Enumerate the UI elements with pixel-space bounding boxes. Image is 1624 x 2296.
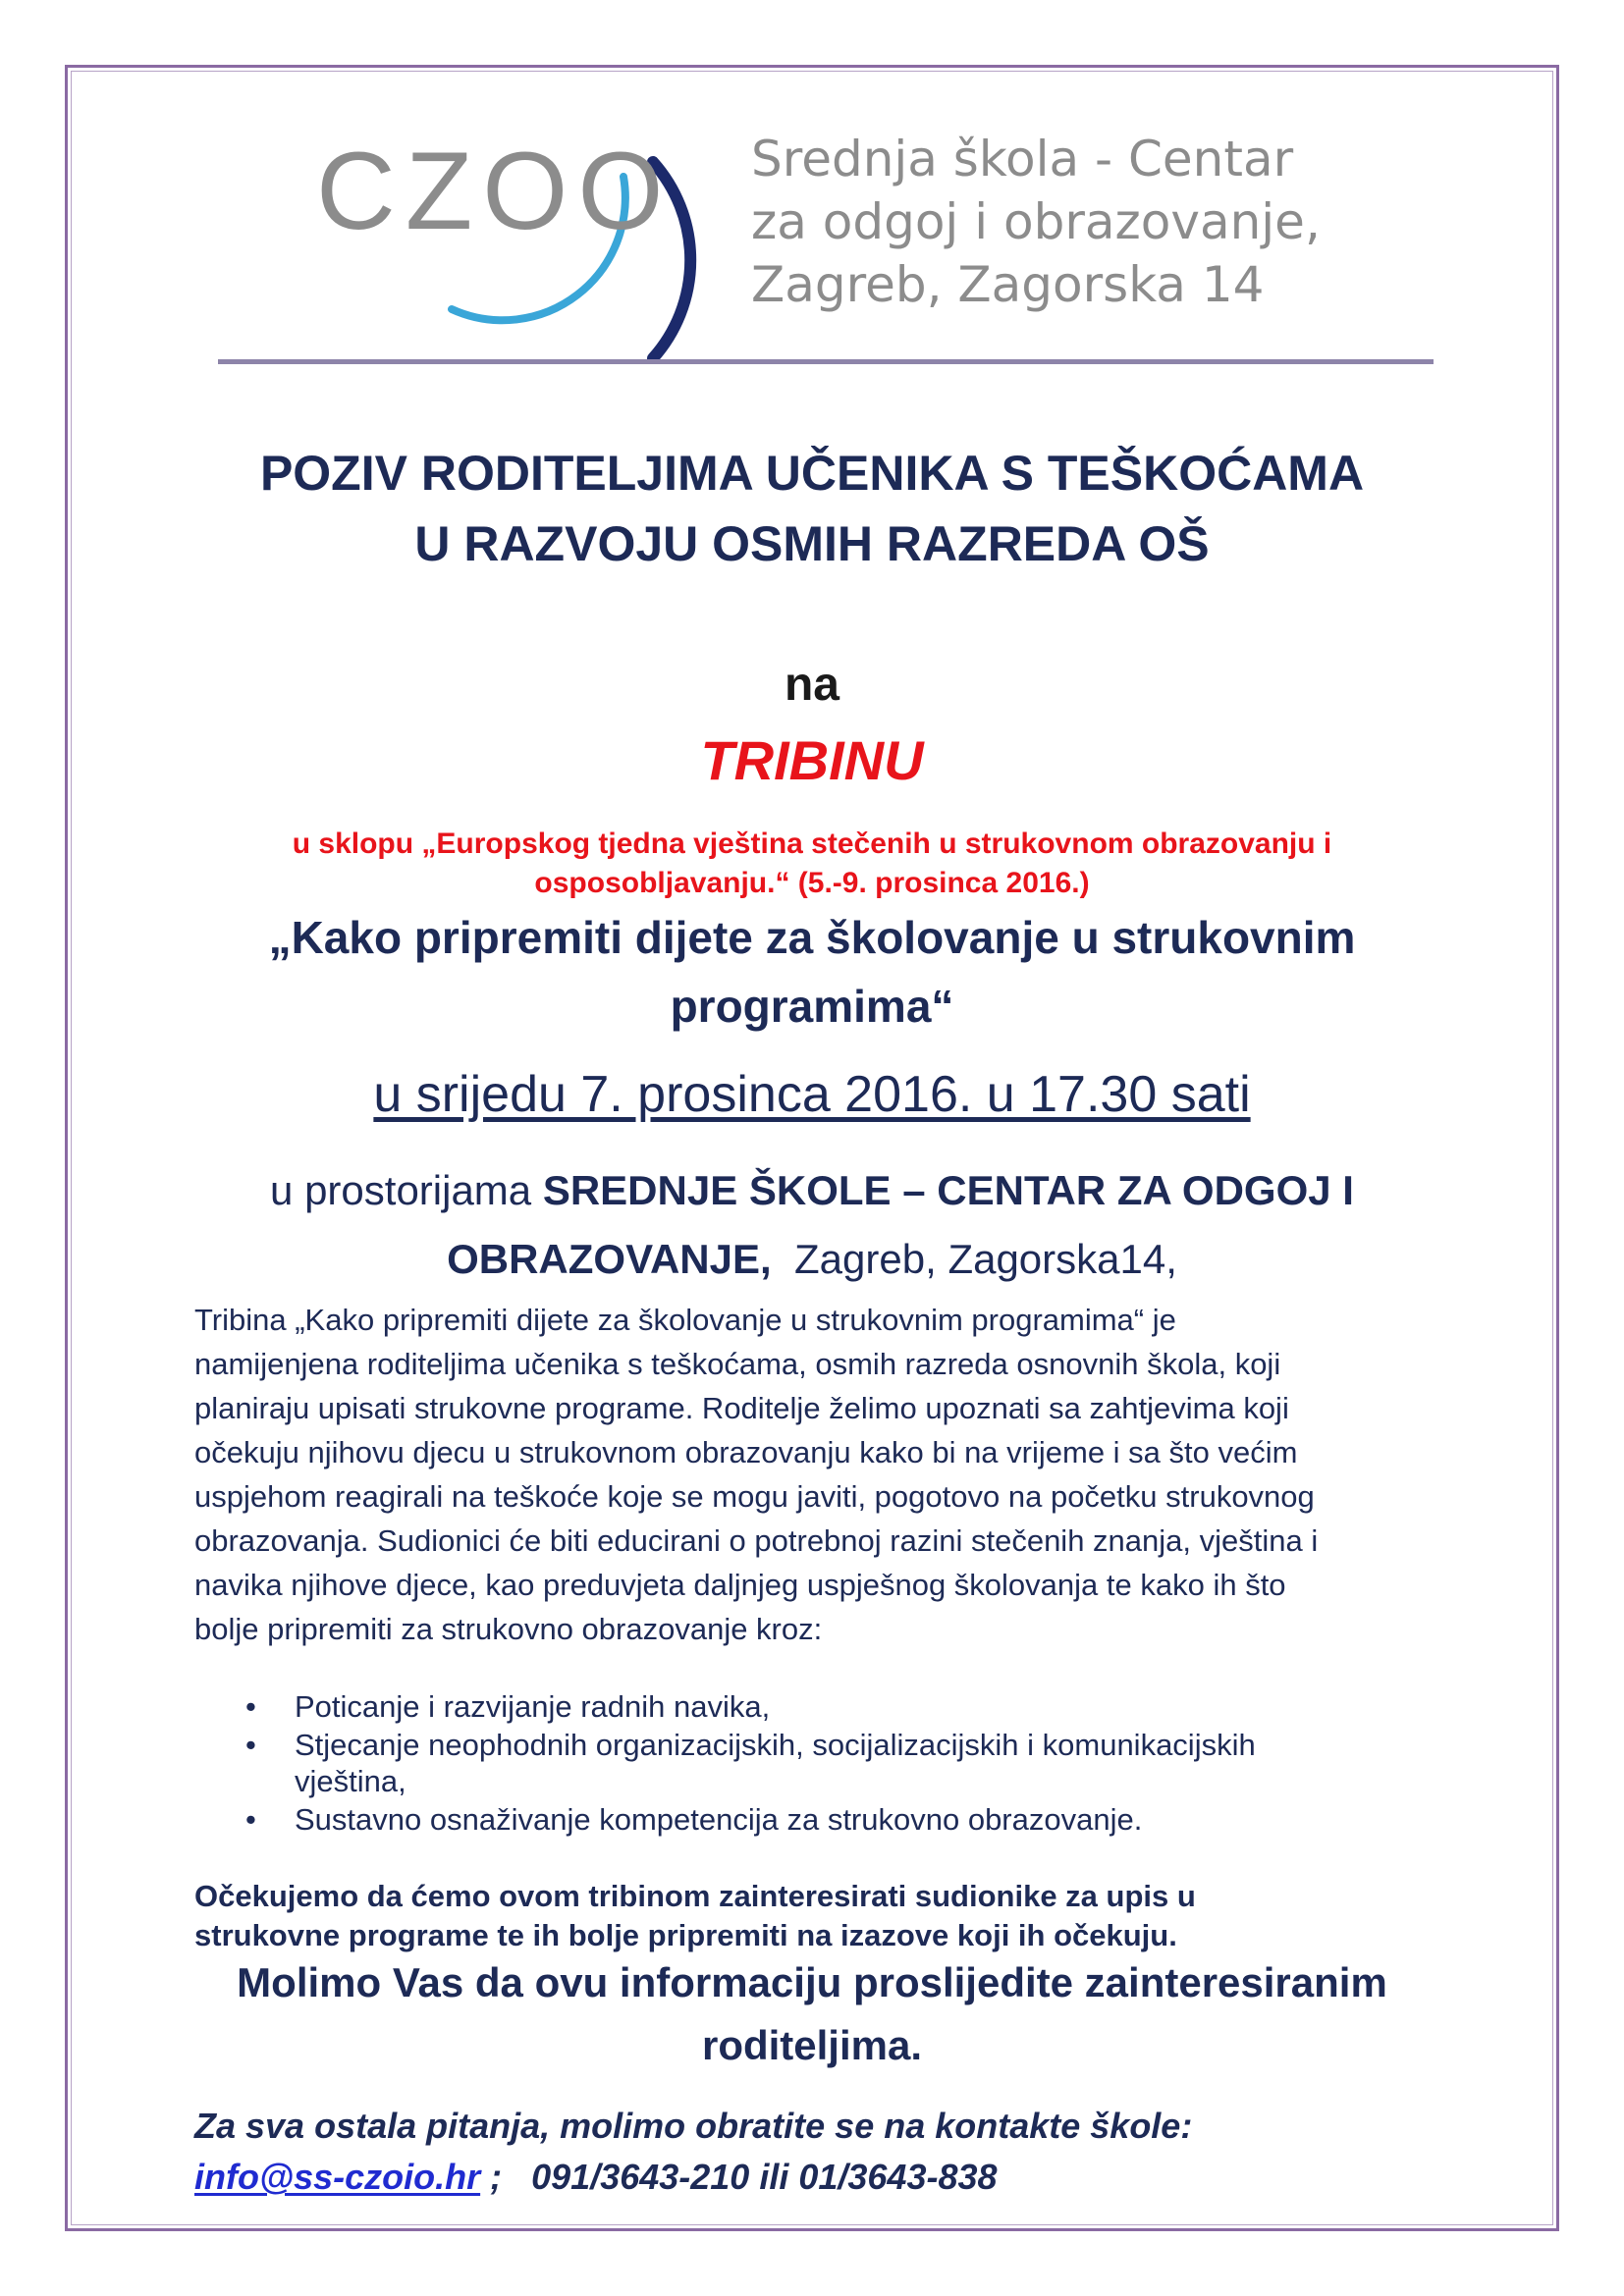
event-date-text: u srijedu 7. prosinca 2016. u 17.30 sati <box>373 1066 1251 1123</box>
title-line: U RAZVOJU OSMIH RAZREDA OŠ <box>414 516 1210 571</box>
contact-info <box>194 2101 1432 2203</box>
contact-separator: ; <box>480 2157 532 2197</box>
forward-request-line: roditeljima. <box>701 2022 923 2068</box>
event-context <box>98 825 1526 903</box>
event-context-line: u sklopu „Europskog tjedna vještina stečenih u strukovnom obrazovanju i <box>292 828 1332 860</box>
venue-prefix: u prostorijama <box>270 1167 543 1213</box>
event-date <box>98 1065 1526 1124</box>
forward-request <box>98 1951 1526 2077</box>
paragraph-line: namijenjena roditeljima učenika s teškoćama, osmih razreda osnovnih škola, koji <box>194 1347 1281 1381</box>
venue-school-cont: OBRAZOVANJE, <box>447 1236 772 1282</box>
paragraph-line: planiraju upisati strukovne programe. Roditelje želimo upoznati sa zahtjevima koji <box>194 1391 1289 1425</box>
description-paragraph <box>194 1298 1422 1651</box>
paragraph-line: obrazovanja. Sudionici će biti educirani o potrebnoj razini stečenih znanja, vještina i <box>194 1523 1319 1558</box>
na-text: na <box>784 659 839 711</box>
invitation-title <box>98 438 1526 579</box>
venue-line <box>98 1156 1526 1225</box>
event-topic <box>98 903 1526 1041</box>
skills-list <box>245 1688 1424 1840</box>
contact-heading: Za sva ostala pitanja, molimo obratite se na kontakte škole: <box>194 2106 1193 2146</box>
phone-numbers: 091/3643-210 ili 01/3643-838 <box>531 2157 998 2197</box>
expectation-note <box>194 1877 1432 1955</box>
forward-request-line: Molimo Vas da ovu informaciju proslijedite zainteresiranim <box>237 1959 1387 2005</box>
logo-wordmark: CZOO <box>316 130 674 252</box>
event-topic-line: programima“ <box>670 981 954 1032</box>
event-venue <box>98 1156 1526 1294</box>
title-line: POZIV RODITELJIMA UČENIKA S TEŠKOĆAMA <box>259 446 1365 501</box>
school-name-line: za odgoj i obrazovanje, <box>751 193 1321 250</box>
school-name-line: Srednja škola - Centar <box>751 131 1294 187</box>
list-item: • Sustavno osnaživanje kompetencija za strukovno obrazovanje. <box>245 1801 1424 1838</box>
paragraph-line: navika njihove djece, kao preduvjeta daljnjeg uspješnog školovanja te kako ih što <box>194 1568 1286 1602</box>
email-link[interactable]: info@ss-czoio.hr <box>194 2157 481 2197</box>
paragraph-line: Tribina „Kako pripremiti dijete za školovanje u strukovnim programima“ je <box>194 1303 1176 1337</box>
venue-school: SREDNJE ŠKOLE – CENTAR ZA ODGOJ I <box>542 1167 1354 1213</box>
school-name <box>751 128 1321 316</box>
event-topic-line: „Kako pripremiti dijete za školovanje u strukovnim <box>268 912 1356 963</box>
list-item: • Poticanje i razvijanje radnih navika, <box>245 1688 1424 1725</box>
venue-address: Zagreb, Zagorska14, <box>771 1236 1177 1282</box>
contact-line <box>194 2152 1432 2203</box>
header-divider <box>218 359 1434 364</box>
expectation-line: strukovne programe te ih bolje pripremiti na izazove koji ih očekuju. <box>194 1918 1177 1952</box>
expectation-line: Očekujemo da ćemo ovom tribinom zainteresirati sudionike za upis u <box>194 1879 1196 1913</box>
school-name-line: Zagreb, Zagorska 14 <box>751 256 1265 313</box>
paragraph-line: uspjehom reagirali na teškoće koje se mogu javiti, pogotovo na početku strukovnog <box>194 1479 1315 1514</box>
event-context-line: osposobljavanju.“ (5.-9. prosinca 2016.) <box>534 867 1090 899</box>
paragraph-line: bolje pripremiti za strukovno obrazovanje kroz: <box>194 1612 823 1646</box>
list-item: • Stjecanje neophodnih organizacijskih, socijalizacijskih i komunikacijskih vještina, <box>245 1727 1424 1799</box>
tribinu-heading: TRIBINU <box>700 729 924 791</box>
venue-line <box>98 1225 1526 1294</box>
paragraph-line: očekuju njihovu djecu u strukovnom obrazovanju kako bi na vrijeme i sa što većim <box>194 1435 1298 1469</box>
